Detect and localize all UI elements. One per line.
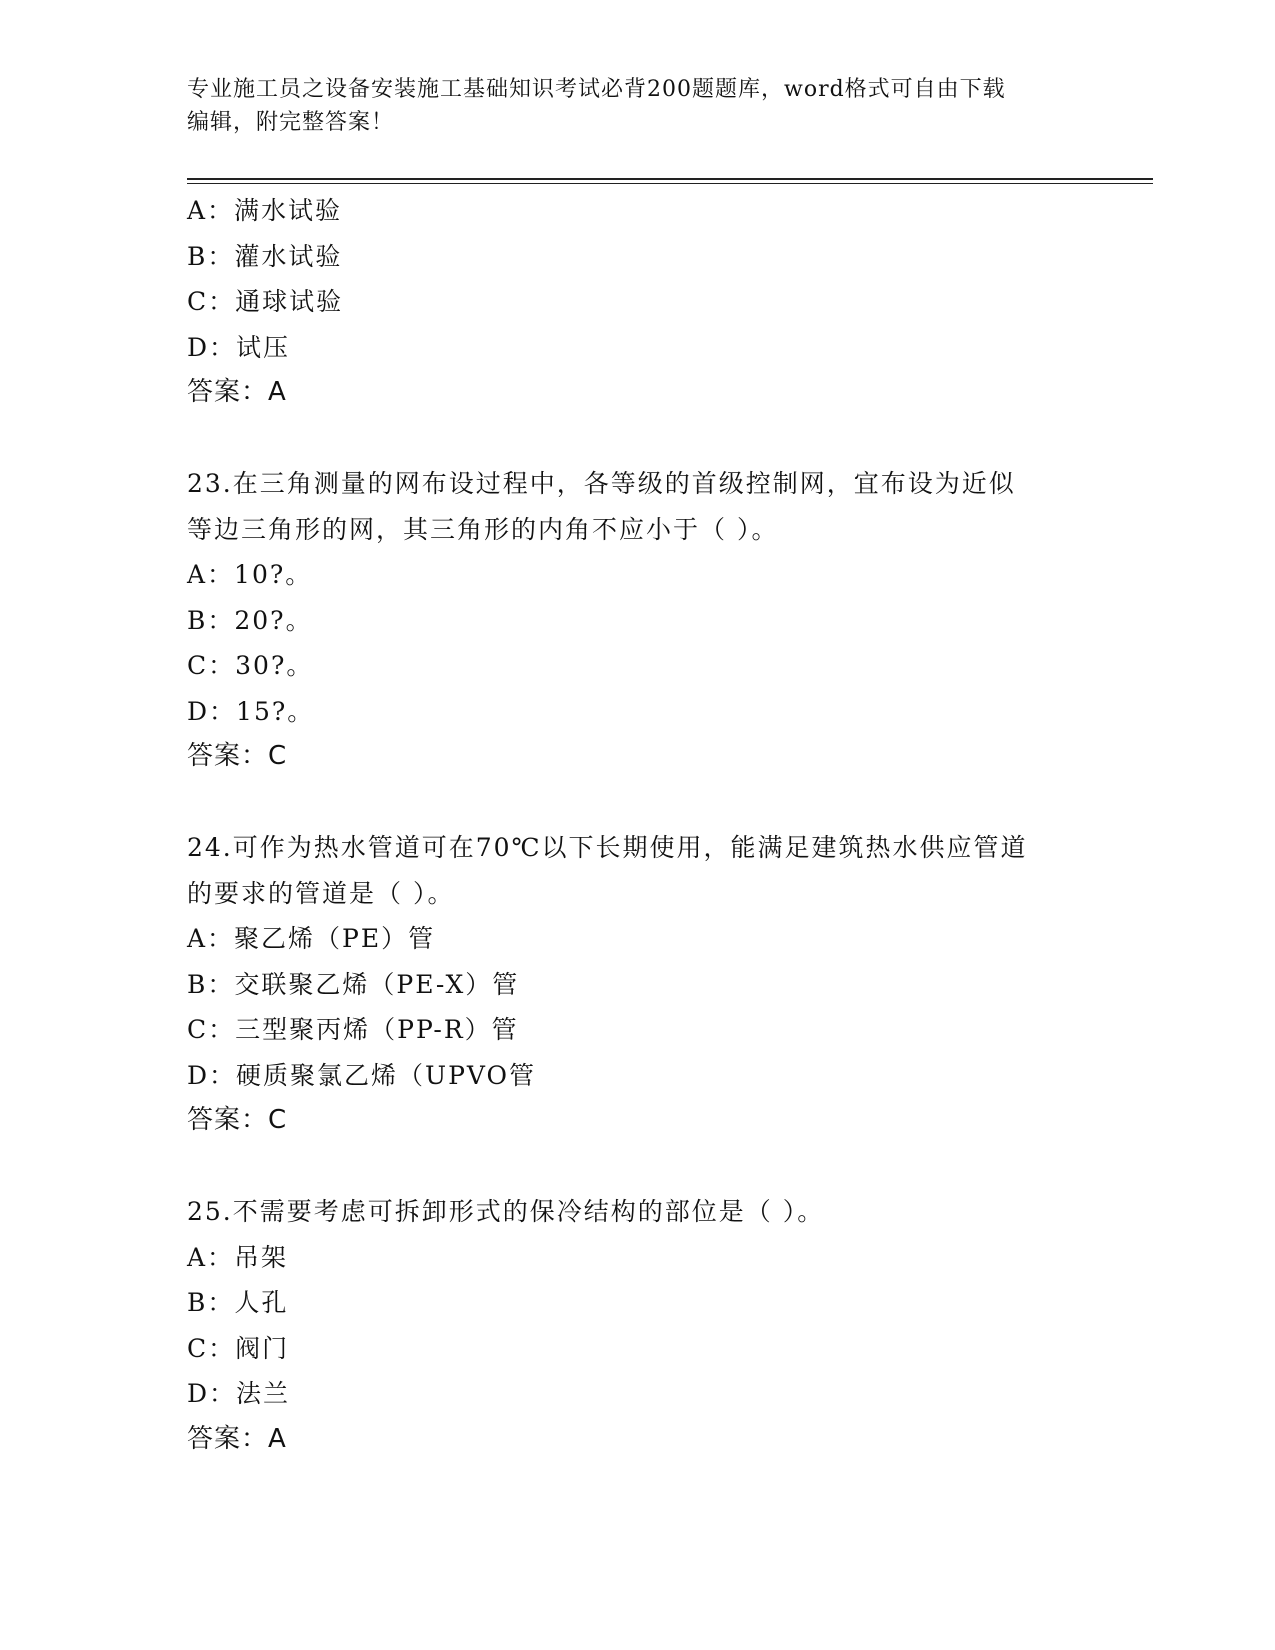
question-stem-line-1: 24.可作为热水管道可在70℃以下长期使用，能满足建筑热水供应管道 xyxy=(187,833,1028,862)
question-24 xyxy=(187,825,1087,1144)
option-c: C：三型聚丙烯（PP-R）管 xyxy=(187,1015,519,1044)
answer: 答案：C xyxy=(187,1105,288,1135)
question-list xyxy=(187,188,1087,1462)
question-stem-line-2: 等边三角形的网，其三角形的内角不应小于（ ）。 xyxy=(187,514,779,544)
answer: 答案：A xyxy=(187,377,287,407)
header-line-2: 编辑，附完整答案！ xyxy=(187,110,395,135)
option-a: A：吊架 xyxy=(187,1242,289,1272)
option-d: D：法兰 xyxy=(187,1379,291,1408)
option-c: C：30?。 xyxy=(187,651,314,680)
option-b: B：人孔 xyxy=(187,1288,289,1317)
answer: 答案：C xyxy=(187,741,288,771)
spacer xyxy=(187,1144,1087,1190)
question-23 xyxy=(187,461,1087,780)
option-c: C：阀门 xyxy=(187,1333,290,1363)
question-25 xyxy=(187,1189,1087,1462)
question-stem-line-1: 23.在三角测量的网布设过程中，各等级的首级控制网，宜布设为近似 xyxy=(187,469,1016,498)
document-header xyxy=(187,73,1067,139)
question-22 xyxy=(187,188,1087,416)
option-a: A：10?。 xyxy=(187,560,313,589)
option-d: D：硬质聚氯乙烯（UPVO管 xyxy=(187,1060,537,1090)
header-divider-thin xyxy=(187,183,1153,184)
question-stem-line-1: 25.不需要考虑可拆卸形式的保冷结构的部位是（ ）。 xyxy=(187,1197,825,1226)
option-c: C：通球试验 xyxy=(187,287,344,316)
spacer xyxy=(187,780,1087,826)
question-stem-line-2: 的要求的管道是（ ）。 xyxy=(187,878,455,908)
option-d: D：15?。 xyxy=(187,696,315,726)
option-b: B：灌水试验 xyxy=(187,241,343,271)
header-divider-thick xyxy=(187,178,1153,180)
option-d: D：试压 xyxy=(187,332,291,362)
spacer xyxy=(187,416,1087,462)
option-b: B：交联聚乙烯（PE-X）管 xyxy=(187,969,520,999)
option-a: A：满水试验 xyxy=(187,196,343,225)
option-a: A：聚乙烯（PE）管 xyxy=(187,924,436,953)
answer: 答案：A xyxy=(187,1423,287,1454)
option-b: B：20?。 xyxy=(187,605,313,635)
header-line-1: 专业施工员之设备安装施工基础知识考试必背200题题库，word格式可自由下载 xyxy=(187,77,1006,102)
